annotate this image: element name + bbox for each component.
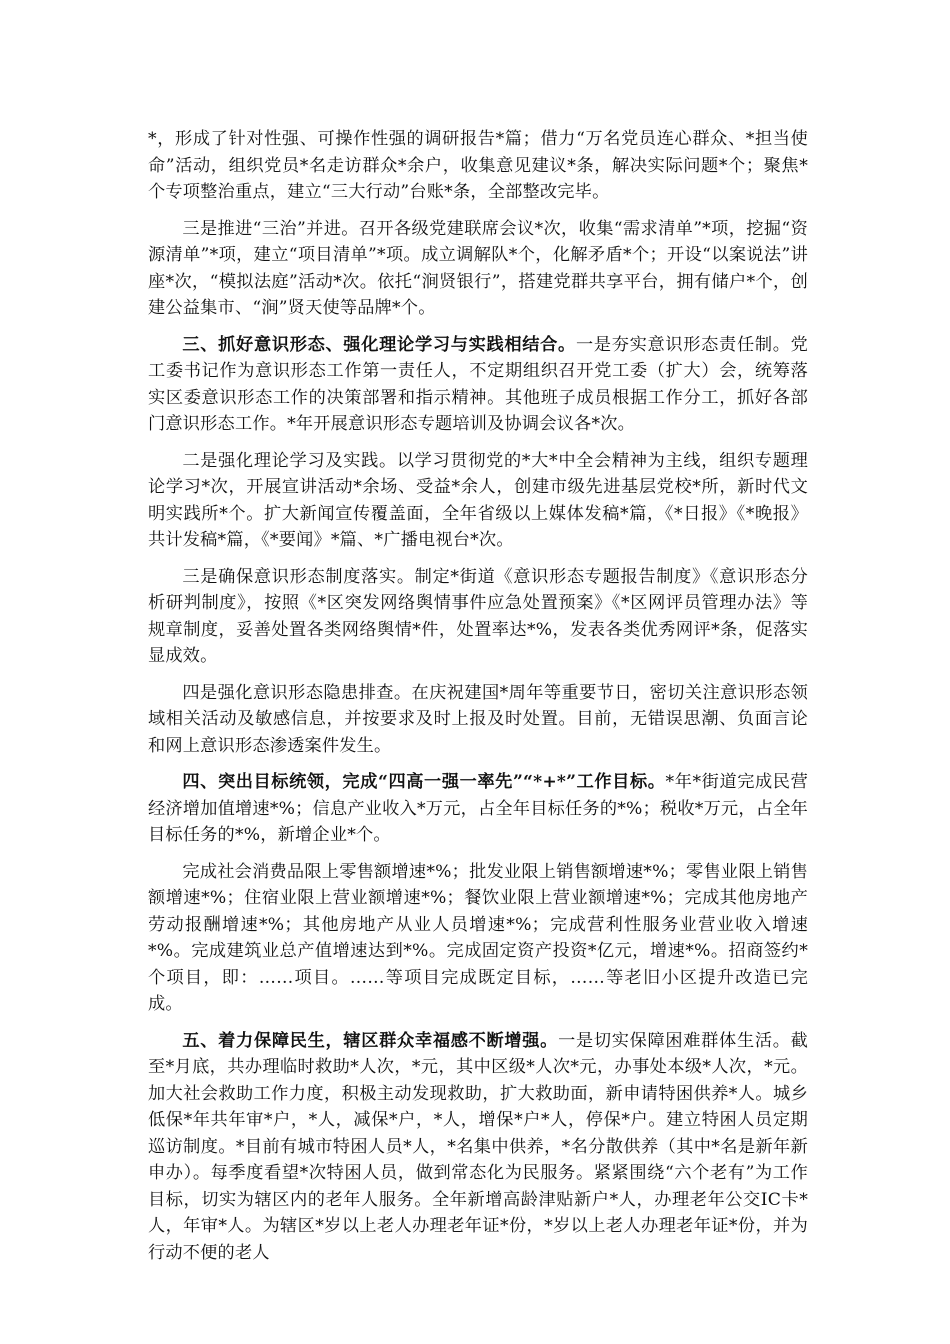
paragraph-8 <box>148 859 808 1018</box>
paragraph-4-text: 二是强化理论学习及实践。以学习贯彻党的*大*中全会精神为主线，组织专题理论学习*次，开展宣讲活动*余场、受益*余人，创建市级先进基层党校*所，新时代文明实践所*个。扩大新闻宣传覆盖面，全年省级以上媒体发稿*篇，《*日报》《*晚报》共计发稿*篇，《*要闻》*篇、*广播电视台*次。 <box>148 450 808 550</box>
paragraph-6-text: 四是强化意识形态隐患排查。在庆祝建国*周年等重要节日，密切关注意识形态领域相关活动及敏感信息，并按要求及时上报及时处置。目前，无错误思潮、负面言论和网上意识形态渗透案件发生。 <box>148 682 808 756</box>
paragraph-6 <box>148 680 808 760</box>
section-3-paragraph <box>148 332 808 438</box>
section-5-text: 一是切实保障困难群体生活。截至*月底，共办理临时救助*人次，*元，其中区级*人次*元，办事处本级*人次，*元。加大社会救助工作力度，积极主动发现救助，扩大救助面，新申请特困供养*人。城乡低保*年共年审*户，*人，减保*户，*人，增保*户*人，停保*户。建立特困人员定期巡访制度。*目前有城市特困人员*人，*名集中供养，*名分散供养（其中*名是新年新申办）。每季度看望*次特困人员，做到常态化为民服务。紧紧围绕“六个老有”为工作目标，切实为辖区内的老年人服务。全年新增高龄津贴新户*人，办理老年公交IC卡*人，年审*人。为辖区*岁以上老人办理老年证*份，*岁以上老人办理老年证*份，并为行动不便的老人 <box>148 1030 809 1263</box>
section-4-paragraph <box>148 769 808 849</box>
section-3-heading: 三、抓好意识形态、强化理论学习与实践相结合。 <box>182 334 576 355</box>
section-5-heading: 五、着力保障民生，辖区群众幸福感不断增强。 <box>182 1030 559 1051</box>
paragraph-2 <box>148 216 808 322</box>
paragraph-5 <box>148 564 808 670</box>
paragraph-4 <box>148 448 808 554</box>
section-3-text: 一是夯实意识形态责任制。党工委书记作为意识形态工作第一责任人，不定期组织召开党工委（扩大）会，统筹落实区委意识形态工作的决策部署和指示精神。其他班子成员根据工作分工，抓好各部门意识形态工作。*年开展意识形态专题培训及协调会议各*次。 <box>148 334 809 434</box>
paragraph-5-text: 三是确保意识形态制度落实。制定*街道《意识形态专题报告制度》《意识形态分析研判制度》，按照《*区突发网络舆情事件应急处置预案》《*区网评员管理办法》等规章制度，妥善处置各类网络舆情*件，处置率达*%，发表各类优秀网评*条，促落实显成效。 <box>148 566 808 666</box>
section-4-heading: 四、突出目标统领，完成“四高一强一率先”“*+*”工作目标。 <box>182 772 666 792</box>
paragraph-8-text: 完成社会消费品限上零售额增速*%；批发业限上销售额增速*%；零售业限上销售额增速*%；住宿业限上营业额增速*%；餐饮业限上营业额增速*%；完成其他房地产劳动报酬增速*%；其他房地产从业人员增速*%；完成营利性服务业营业收入增速*%。完成建筑业总产值增速达到*%。完成固定资产投资*亿元，增速*%。招商签约*个项目，即：……项目。……等项目完成既定目标，……等老旧小区提升改造已完成。 <box>148 861 808 1014</box>
paragraph-1 <box>148 126 808 206</box>
paragraph-1-text: *，形成了针对性强、可操作性强的调研报告*篇；借力“万名党员连心群众、*担当使命”活动，组织党员*名走访群众*余户，收集意见建议*条，解决实际问题*个；聚焦*个专项整治重点，建立“三大行动”台账*条，全部整改完毕。 <box>148 129 808 202</box>
document-page <box>148 126 808 1276</box>
section-5-paragraph <box>148 1028 808 1267</box>
section-4-text: *年*街道完成民营经济增加值增速*%；信息产业收入*万元，占全年目标任务的*%；税收*万元，占全年目标任务的*%，新增企业*个。 <box>148 772 808 845</box>
paragraph-2-text: 三是推进“三治”并进。召开各级党建联席会议*次，收集“需求清单”*项，挖掘“资源清单”*项，建立“项目清单”*项。成立调解队*个，化解矛盾*个；开设“以案说法”讲座*次，“模拟法庭”活动*次。依托“涧贤银行”，搭建党群共享平台，拥有储户*个，创建公益集市、“涧”贤天使等品牌*个。 <box>148 218 808 318</box>
